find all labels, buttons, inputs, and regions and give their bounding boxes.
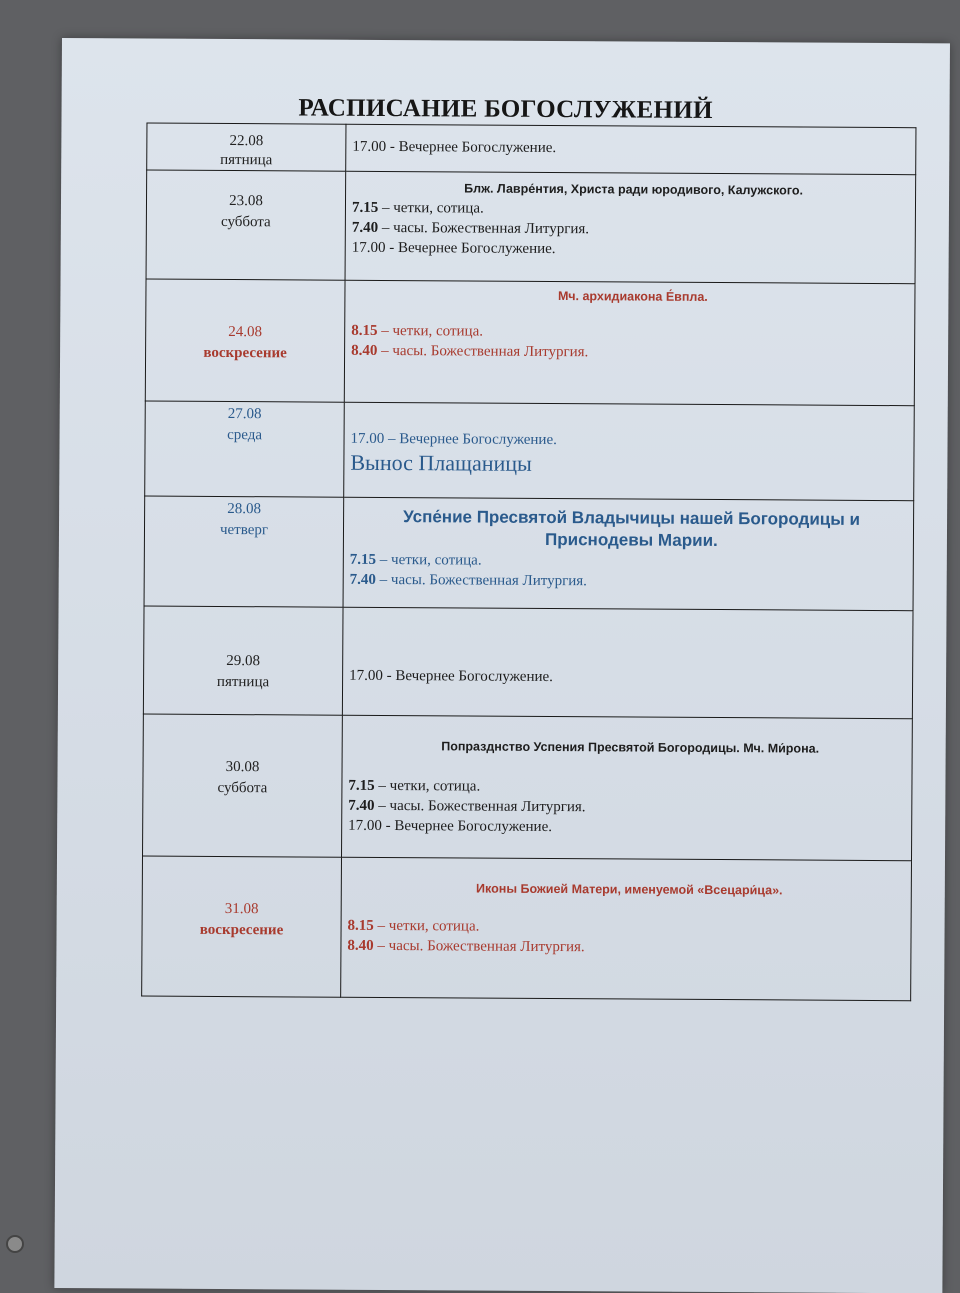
date: 29.08 xyxy=(226,653,261,670)
service-time: 8.40 xyxy=(347,937,374,954)
date: 30.08 xyxy=(225,759,260,776)
table-row xyxy=(147,123,916,175)
weekday: пятница xyxy=(220,151,273,169)
date-cell xyxy=(142,856,342,997)
service-time: 8.15 xyxy=(351,322,378,339)
service-line xyxy=(349,666,912,689)
date-cell xyxy=(143,606,343,715)
service-sep: - xyxy=(385,239,399,257)
date-cell xyxy=(145,279,345,402)
date: 22.08 xyxy=(229,133,264,150)
service-sep: - xyxy=(381,817,395,835)
service-sep: - xyxy=(386,138,399,156)
service-text: Вечернее Богослужение. xyxy=(395,668,553,686)
weekday: пятница xyxy=(216,673,270,691)
service-sep: – xyxy=(373,917,389,935)
table-row xyxy=(143,714,913,861)
service-text: часы. Божественная Литургия. xyxy=(392,343,589,361)
service-sep: – xyxy=(373,937,389,955)
table-row xyxy=(144,496,914,611)
date-cell xyxy=(146,170,346,280)
date: 23.08 xyxy=(229,193,263,210)
services-cell xyxy=(345,171,916,283)
services-cell xyxy=(344,402,915,500)
service-line xyxy=(347,936,910,959)
feast-title: Блж. Лавре́нтия, Христа ради юродивого, Калужского. xyxy=(464,181,804,198)
schedule-table xyxy=(141,123,916,1002)
service-text: четки, сотица. xyxy=(388,918,480,935)
feast-title: Мч. архидиакона Е́впла. xyxy=(558,289,708,304)
date: 28.08 xyxy=(227,501,262,518)
service-line xyxy=(348,816,911,839)
weekday: воскресение xyxy=(203,344,287,362)
date: 27.08 xyxy=(227,406,262,423)
service-sep: – xyxy=(376,551,392,569)
service-text: четки, сотица. xyxy=(392,323,484,340)
service-sep: – xyxy=(377,322,393,340)
services-cell xyxy=(346,124,916,174)
weekday: воскресение xyxy=(199,921,284,939)
service-text: часы. Божественная Литургия. xyxy=(390,572,587,590)
feast-title: Успе́ние Пресвятой Владычицы нашей Богородицы и Приснодевы Марии. xyxy=(403,507,861,551)
service-text: четки, сотица. xyxy=(391,552,482,569)
table-row xyxy=(145,279,915,406)
service-time: 7.15 xyxy=(349,551,377,568)
service-line xyxy=(350,570,913,593)
service-time: 17.00 xyxy=(352,138,387,155)
date-cell xyxy=(147,123,346,171)
service-time: 17.00 xyxy=(350,430,385,447)
service-line xyxy=(352,137,915,160)
service-time: 7.40 xyxy=(349,571,376,588)
date-cell xyxy=(143,714,343,857)
date-cell xyxy=(145,401,345,497)
table-row xyxy=(145,401,915,501)
service-time: 7.40 xyxy=(351,219,379,236)
weekday: суббота xyxy=(217,779,268,797)
service-text: Вечернее Богослужение. xyxy=(397,240,556,258)
table-row xyxy=(146,170,916,284)
weekday: среда xyxy=(227,427,263,444)
feast-title: Попразднство Успения Пресвятой Богородицы. Мч. Ми́рона. xyxy=(441,739,820,756)
service-text: Вечернее Богослужение. xyxy=(399,431,557,449)
service-time: 17.00 xyxy=(348,817,382,834)
service-text: часы. Божественная Литургия. xyxy=(393,220,590,238)
service-text: Вечернее Богослужение. xyxy=(394,818,553,836)
service-sep: – xyxy=(378,219,394,237)
service-text: часы. Божественная Литургия. xyxy=(389,798,586,816)
service-line xyxy=(351,341,914,364)
service-time: 7.15 xyxy=(348,777,375,794)
service-time: 7.40 xyxy=(348,797,375,814)
weekday: суббота xyxy=(220,213,271,231)
service-sep: – xyxy=(375,571,391,589)
services-cell xyxy=(344,280,915,405)
service-sep: – xyxy=(384,430,400,448)
weekday: четверг xyxy=(219,521,269,539)
pin-icon xyxy=(6,1235,24,1253)
services-cell xyxy=(341,857,912,1000)
service-time: 7.15 xyxy=(351,199,379,216)
service-sep: – xyxy=(374,797,390,815)
service-text: Вечернее Богослужение. xyxy=(398,139,557,157)
date: 24.08 xyxy=(228,324,263,341)
service-line xyxy=(352,238,915,261)
schedule-sheet xyxy=(54,38,950,1293)
services-cell xyxy=(343,497,914,610)
service-text: часы. Божественная Литургия. xyxy=(388,938,585,956)
services-cell xyxy=(342,607,913,718)
page-title: РАСПИСАНИЕ БОГОСЛУЖЕНИЙ xyxy=(298,94,713,124)
service-sep: – xyxy=(374,777,390,795)
service-time: 17.00 xyxy=(349,667,383,684)
service-time: 8.40 xyxy=(351,342,378,359)
date-cell xyxy=(144,496,344,607)
date: 31.08 xyxy=(224,901,259,918)
service-sep: – xyxy=(378,199,394,217)
feast-title: Иконы Божией Матери, именуемой «Всецари́ца». xyxy=(476,881,783,898)
table-row xyxy=(143,606,913,719)
service-text: четки, сотица. xyxy=(389,778,481,795)
service-sep: - xyxy=(382,667,396,685)
services-cell xyxy=(342,715,913,860)
table-row xyxy=(142,856,912,1001)
service-time: 8.15 xyxy=(347,917,374,934)
service-text: четки, сотица. xyxy=(393,200,484,217)
service-time: 17.00 xyxy=(351,239,386,256)
special-service: Вынос Плащаницы xyxy=(350,449,532,476)
service-sep: – xyxy=(377,342,393,360)
